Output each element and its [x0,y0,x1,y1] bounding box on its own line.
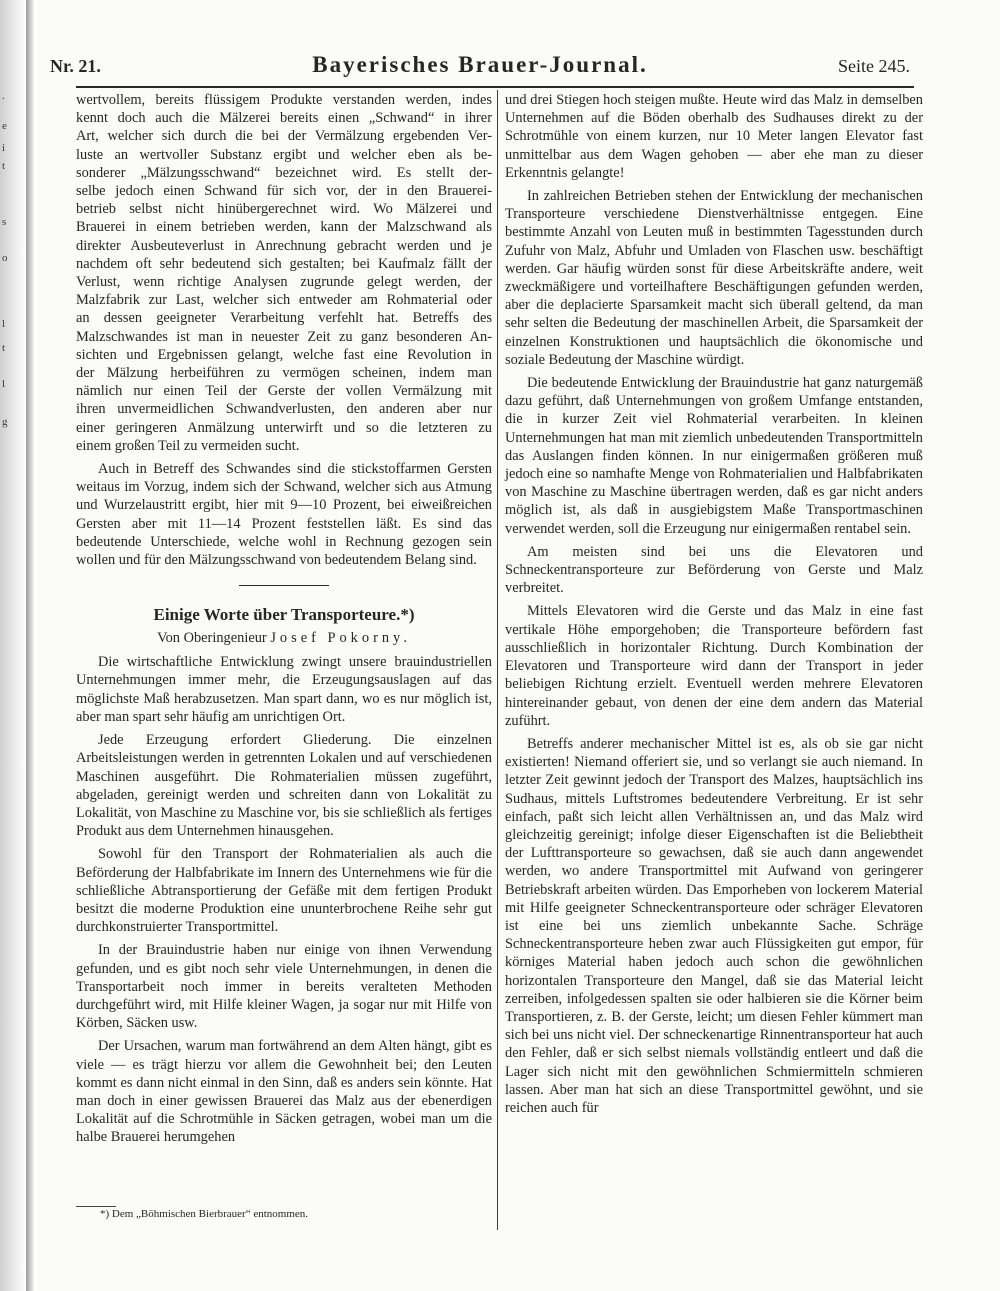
margin-bleed-char: e [2,120,7,132]
text-line: der Mälzung herbeiführen zu vermögen scheinen, indem man [76,365,492,382]
text-line: nämlich nur einen Teil der Gerste der vollen Vermälzung mit [76,383,492,400]
text-line: selbe jedoch einen Schwand für sich vor, der in den Brauerei- [76,183,492,200]
issue-number: Nr. 21. [50,56,101,76]
text-line: sichten und Ergebnissen gelangt, welche fast eine Revolution in [76,346,492,363]
paragraph: Die wirtschaftliche Entwicklung zwingt unsere brauindustriellen Unternehmungen immer mehr, die Erzeugungsauslagen auf das möglichste Maß herabzusetzen. Man spart dann, wo es nur möglich ist, aber man spart sehr häufig am unrichtigen Ort. [76,654,492,725]
margin-bleed-char: i [2,142,6,154]
binding-gutter [26,0,34,1291]
text-line: sonderer „Mälzungsschwand“ bezeichnet wird. Es stellt der- [76,164,492,181]
right-column [505,91,923,1117]
paragraph: In zahlreichen Betrieben stehen der Entwicklung der mechanischen Transporteure verschiedene Dienstverhältnisse entgegen. Eine bestimmte Anzahl von Leuten muß in bestimmten Tagesstunden durch Zufuhr von Malz, Abfuhr und Umladen von Flaschen usw. beschäftigt werden. Gar häufig würden sonst für diese Arbeitskräfte andere, weit zweckmäßigere und vorteilhaftere Beschäftigungen gefunden werden, aber die deplacierte Sparsamkeit macht sich überall geltend, da man sehr selten die Bedeutung der maschinellen Arbeit, die Sparsamkeit der einzelnen Konstruktionen und hauptsächlich die ökonomische und soziale Bedeutung der Maschine würdigt. [505,188,923,368]
paragraph: Am meisten sind bei uns die Elevatoren und Schneckentransporteure zur Beförderung von Gerste und Malz verbreitet. [505,543,923,597]
paragraph: Betreffs anderer mechanischer Mittel ist es, als ob sie gar nicht existierten! Niemand offeriert sie, und so verlangt sie auch niemand. In letzter Zeit gewinnt jedoch der Transport des Malzes, hauptsächlich ins Sudhaus, mittels Luftstromes bedeutendere Verbreitung. Er ist sehr einfach, paßt sich leicht allen Verhältnissen an, und das Malz wird gleichzeitig gereinigt; infolge dieser Eigenschaften ist die Beliebtheit der Lufttransporteure so gewachsen, daß sie auch dann angewendet werden, wo andere Transportmittel mit Aufwand von geringerer Betriebskraft arbeiten würden. Das Emporheben von lockerem Material mit Hilfe geeigneter Schneckentransporteure oder schräger Elevatoren ist eine bei uns ziemlich unbekannte Sache. Schräge Schneckentransporteure heben zwar auch Flüssigkeiten gut empor, für körniges Material haben jedoch auch schon die gewöhnlichen horizontalen Transporteure den Mangel, daß sie das Material leicht zerreiben, infolgedessen spalten sie oder halbieren sie die Körner beim Transportieren, z. B. der Gerste, leicht; um diesen Fehler kümmert man sich bei uns nicht viel. Der schneckenartige Rinnentransporteur hat auch den Fehler, daß er sich selbst niemals vollständig entleert und daß die Lager sich nicht mit den gewöhnlichen Schmiermitteln schmieren lassen. Aber man hat sich an diese Transportmittel gewöhnt, und sie reichen auch für [505,735,923,1116]
text-line: Verlust, wenn richtige Analysen zugrunde gelegt werden, der [76,274,492,291]
text-line: einem großen Teil zu vermeiden sucht. [76,437,300,454]
text-line: nachdem oft sehr bedeutend sich gestalten; bei Kaufmalz fällt der [76,255,492,272]
text-line: Malzfabrik zur Last, welcher sich entweder am Rohmaterial oder [76,292,492,309]
text-line: einer geringeren Anmälzung unterwirft und so die letzteren zu [76,419,492,436]
paragraph: Der Ursachen, warum man fortwährend an dem Alten hängt, gibt es viele — es trägt hierzu vor allem die Gewohnheit bei; den Leuten kommt es dann nicht einmal in den Sinn, daß es anders sein könnte. Hat man doch in einer gewissen Brauerei das Malz aus der ebenerdigen Lokalität auf die Schrotmühle in Säcken getragen, wobei man um die halbe Brauerei herumgehen [76,1038,492,1146]
author-prefix: Von Oberingenieur [157,630,267,647]
scan-edge [0,0,26,1291]
margin-bleed-char: l [2,378,6,390]
paragraph: Die bedeutende Entwicklung der Brauindustrie hat ganz naturgemäß dazu geführt, daß Unternehmungen von großem Umfange entstanden, die in kurzer Zeit viel Rohmaterial verarbeiten. In kleinen Unternehmungen hat man mit ziemlich unbedeutenden Transportmitteln das Auslangen finden können. In nur einigermaßen größeren muß jedoch eine so namhafte Menge von Rohmaterialien und Halbfabrikaten von Maschine zu Maschine übertragen werden, daß es gar nicht anders möglich ist, als daß in ausgiebigstem Maße Transportmaschinen verwendet werden, soll die Erzeugung nur einigermaßen rentabel sein. [505,375,923,537]
margin-bleed-char: t [2,160,6,172]
paragraph: In der Brauindustrie haben nur einige von ihnen Verwendung gefunden, und es gibt noch sehr viele Unternehmungen, in denen die Transportarbeit noch immer in bereits veralteten Methoden durchgeführt wird, mit Hilfe kleiner Wagen, ja sogar nur mit Hilfe von Körben, Säcken usw. [76,942,492,1032]
margin-bleed-char: g [2,416,8,428]
section-divider [239,585,329,586]
paragraph: und drei Stiegen hoch steigen mußte. Heute wird das Malz in demselben Unternehmen auf die Böden oberhalb des Sudhauses direkt zu der Schrotmühle von einem kurzen, nur 10 Meter langen Elevator fast unmittelbar aus dem Wagen gehoben — aber ehe man zu dieser Erkenntnis gelangte! [505,92,923,181]
running-header [50,52,910,84]
author-byline [76,628,492,648]
text-line: Art, welcher sich durch die bei der Vermälzung ergebenden Ver- [76,128,492,145]
author-name: Josef Pokorny. [270,630,411,647]
margin-bleed-char: o [2,252,8,264]
paragraph: Mittels Elevatoren wird die Gerste und das Malz in eine fast vertikale Höhe emporgehoben; die Transporteure befördern fast ausschließlich in horizontaler Richtung. Durch Kombination der Elevatoren und Transporteure wird dann der Transport in jeder beliebigen Richtung erzielt. Eventuell werden mehrere Elevatoren hintereinander gebaut, von denen der eine dem andern das Material zuführt. [505,603,923,729]
text-line: wertvollem, bereits flüssigem Produkte verstanden werden, indes [76,92,492,108]
column-divider [497,90,498,1230]
paragraph: Auch in Betreff des Schwandes sind die stickstoffarmen Gersten weitaus im Vorzug, indem sich der Schwand, welcher sich aus Atmung und Wurzelaustritt ergibt, hier mit 9—10 Prozent, bei eiweißreichen Gersten aber mit 11—14 Prozent feststellen läßt. Es sind das bedeutende Unterschiede, welche wohl in Rechnung gezogen sein wollen und für den Mälzungsschwand von bedeutendem Belang sind. [76,461,492,569]
journal-title: Bayerisches Brauer-Journal. [312,52,648,77]
footnote-rule [76,1206,116,1207]
footnote: *) Dem „Böhmischen Bierbrauer“ entnommen. [100,1208,309,1220]
text-line: luste an wertvoller Substanz ergibt und welcher eben als be- [76,146,492,163]
left-column [76,91,492,1147]
text-line: direkter Ausbeuteverlust in Anrechnung gebracht werden und je [76,237,492,254]
text-line: betrieb selbst nicht hinübergerechnet wird. Wo Mälzerei und [76,201,492,218]
text-line: ihren unvermeidlichen Schwandverlusten, den anderen aber nur [76,401,492,418]
text-line: an dessen geeigneter Verarbeitung verfehlt hat. Betreffs des [76,310,492,327]
margin-bleed-char: . [2,90,5,102]
margin-bleed-char: l [2,318,6,330]
header-rule [76,86,914,88]
continued-paragraph [76,91,492,455]
text-line: Malzschwandes ist man in neuester Zeit zu ganz besonderen An- [76,328,492,345]
text-line: Brauerei in einem betrieben werden, kann der Malzschwand als [76,219,492,236]
paragraph: Sowohl für den Transport der Rohmaterialien als auch die Beförderung der Halbfabrikate im Innern des Unternehmens wie für die schließliche Abtransportierung der Gefäße mit dem fertigen Produkt besitzt die moderne Produktion eine ununterbrochene Reihe sehr gut durchkonstruierter Transportmittel. [76,846,492,936]
margin-bleed-char: s [2,216,7,228]
paragraph: Jede Erzeugung erfordert Gliederung. Die einzelnen Arbeitsleistungen werden in getrennten Lokalen und auf verschiedenen Maschinen ausgeführt. Die Rohmaterialien müssen zugeführt, abgeladen, gereinigt werden und schreiten dann von Lokalität zu Lokalität, von Maschine zu Maschine vor, bis sie schließlich als fertiges Produkt aus dem Unternehmen hinausgehen. [76,732,492,840]
article-title: Einige Worte über Transporteure.*) [153,605,415,625]
page-number: Seite 245. [838,56,910,76]
margin-bleed-char: t [2,342,6,354]
text-line: kennt doch auch die Mälzerei bereits einen „Schwand“ in ihrer [76,110,492,127]
